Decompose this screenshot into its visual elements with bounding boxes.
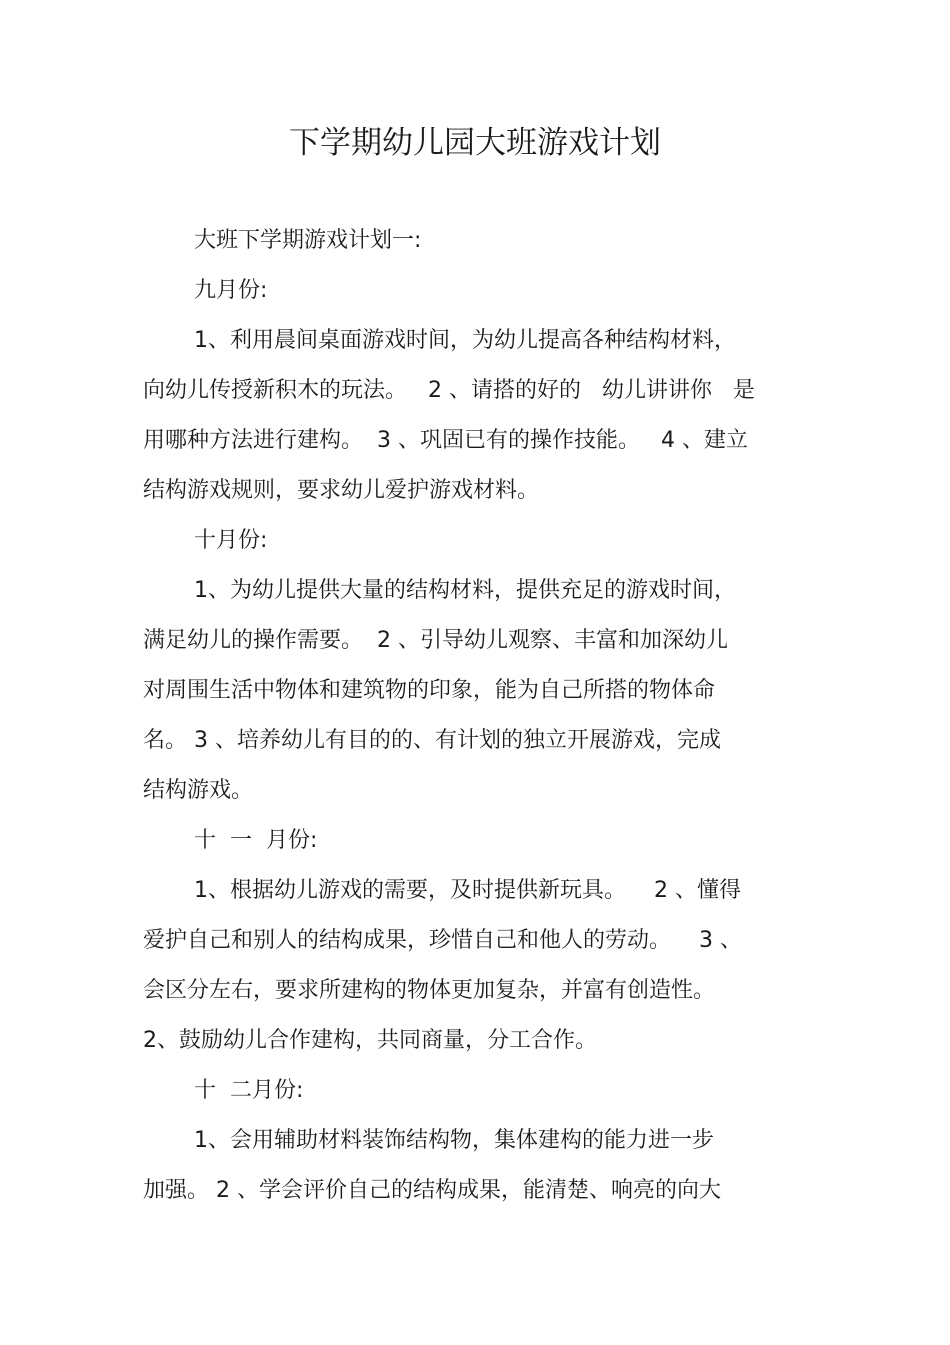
paragraph-line: 加强。 2 、学会评价自己的结构成果，能清楚、响亮的向大 bbox=[143, 1178, 721, 1203]
month-heading-november: 十 一 月份: bbox=[194, 828, 318, 853]
paragraph-line: 1、会用辅助材料装饰结构物，集体建构的能力进一步 bbox=[194, 1128, 714, 1153]
paragraph-line: 满足幼儿的操作需要。 2 、引导幼儿观察、丰富和加深幼儿 bbox=[143, 628, 728, 653]
month-heading-october: 十月份: bbox=[194, 528, 268, 553]
document-title: 下学期幼儿园大班游戏计划 bbox=[289, 125, 661, 161]
paragraph-line: 会区分左右，要求所建构的物体更加复杂，并富有创造性。 bbox=[143, 978, 716, 1003]
paragraph-line: 名。 3 、培养幼儿有目的的、有计划的独立开展游戏，完成 bbox=[143, 728, 721, 753]
month-heading-december: 十 二月份: bbox=[194, 1078, 304, 1103]
paragraph-line: 1、利用晨间桌面游戏时间，为幼儿提高各种结构材料， bbox=[194, 328, 736, 353]
plan-heading: 大班下学期游戏计划一: bbox=[194, 228, 422, 253]
paragraph-line: 对周围生活中物体和建筑物的印象，能为自己所搭的物体命 bbox=[143, 678, 716, 703]
paragraph-line: 向幼儿传授新积木的玩法。 2 、请搭的好的 幼儿讲讲你 是 bbox=[143, 378, 755, 403]
month-heading-september: 九月份: bbox=[194, 278, 268, 303]
paragraph-line: 2、鼓励幼儿合作建构，共同商量，分工合作。 bbox=[143, 1028, 597, 1053]
paragraph-line: 结构游戏。 bbox=[143, 778, 254, 803]
paragraph-line: 爱护自己和别人的结构成果，珍惜自己和他人的劳动。 3 、 bbox=[143, 928, 742, 953]
paragraph-line: 1、根据幼儿游戏的需要，及时提供新玩具。 2 、懂得 bbox=[194, 878, 741, 903]
paragraph-line: 1、为幼儿提供大量的结构材料，提供充足的游戏时间， bbox=[194, 578, 736, 603]
paragraph-line: 用哪种方法进行建构。 3 、巩固已有的操作技能。 4 、建立 bbox=[143, 428, 748, 453]
paragraph-line: 结构游戏规则，要求幼儿爱护游戏材料。 bbox=[143, 478, 540, 503]
